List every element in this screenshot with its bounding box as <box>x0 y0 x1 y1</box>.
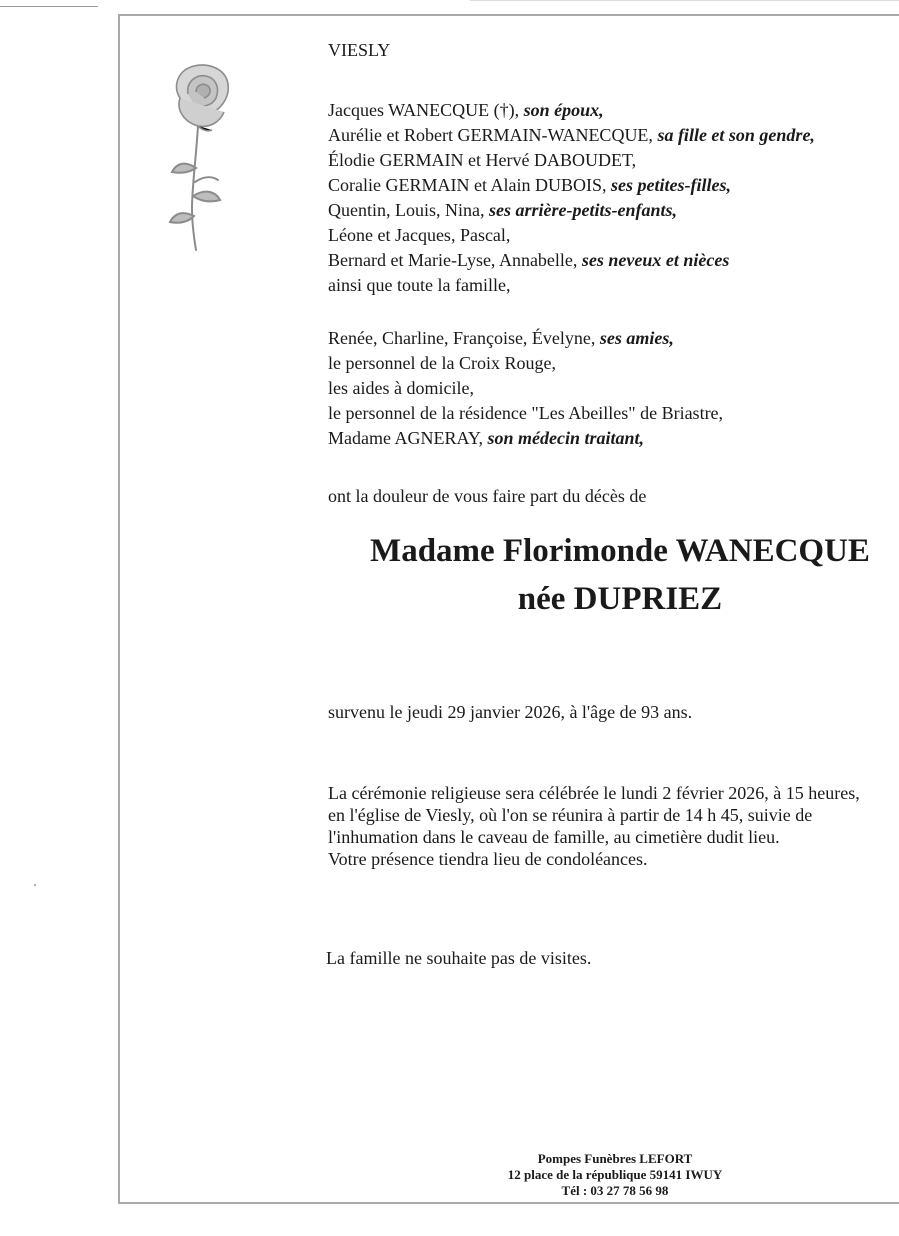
funeral-home-phone: Tél : 03 27 78 56 98 <box>561 1183 669 1198</box>
death-info: survenu le jeudi 29 janvier 2026, à l'âge de 93 ans. <box>328 702 693 722</box>
funeral-home-name: Pompes Funèbres LEFORT <box>537 1151 693 1166</box>
family-line-3: Élodie GERMAIN et Hervé DABOUDET, <box>328 150 637 170</box>
family-line-4: Coralie GERMAIN et Alain DUBOIS, ses petites-filles, <box>328 175 731 195</box>
family-line-8: ainsi que toute la famille, <box>328 275 511 295</box>
scan-speck <box>34 884 36 886</box>
family-line-7: Bernard et Marie-Lyse, Annabelle, ses neveux et nièces <box>328 250 730 270</box>
visits-note: La famille ne souhaite pas de visites. <box>326 948 592 968</box>
friends-line-3: les aides à domicile, <box>328 378 474 398</box>
ceremony-paragraph <box>328 782 860 870</box>
family-line-1: Jacques WANECQUE (†), son époux, <box>328 100 604 120</box>
family-line-2: Aurélie et Robert GERMAIN-WANECQUE, sa fille et son gendre, <box>328 125 815 145</box>
family-line-5: Quentin, Louis, Nina, ses arrière-petits-enfants, <box>328 200 677 220</box>
family-line-6: Léone et Jacques, Pascal, <box>328 225 511 245</box>
friends-line-5: Madame AGNERAY, son médecin traitant, <box>328 428 645 448</box>
ceremony-line-1: La cérémonie religieuse sera célébrée le lundi 2 février 2026, à 15 heures, <box>328 783 860 803</box>
deceased-maiden-name: née DUPRIEZ <box>517 581 723 617</box>
funeral-home-footer <box>465 1151 765 1199</box>
family-list <box>328 98 815 298</box>
deceased-name: Madame Florimonde WANECQUE <box>370 533 870 569</box>
funeral-home-address: 12 place de la république 59141 IWUY <box>507 1167 723 1182</box>
rose-icon <box>162 58 244 254</box>
friends-line-1: Renée, Charline, Françoise, Évelyne, ses amies, <box>328 328 674 348</box>
scan-edge-line <box>0 6 98 7</box>
announcement-text: ont la douleur de vous faire part du décès de <box>328 486 647 506</box>
ceremony-line-4: Votre présence tiendra lieu de condoléances. <box>328 849 648 869</box>
place-heading: VIESLY <box>328 40 391 60</box>
friends-line-4: le personnel de la résidence "Les Abeilles" de Briastre, <box>328 403 724 423</box>
friends-line-2: le personnel de la Croix Rouge, <box>328 353 556 373</box>
ceremony-line-2: en l'église de Viesly, où l'on se réunira à partir de 14 h 45, suivie de <box>328 805 813 825</box>
friends-list <box>328 326 723 451</box>
ceremony-line-3: l'inhumation dans le caveau de famille, au cimetière dudit lieu. <box>328 827 780 847</box>
scan-edge-line-top <box>470 0 899 1</box>
